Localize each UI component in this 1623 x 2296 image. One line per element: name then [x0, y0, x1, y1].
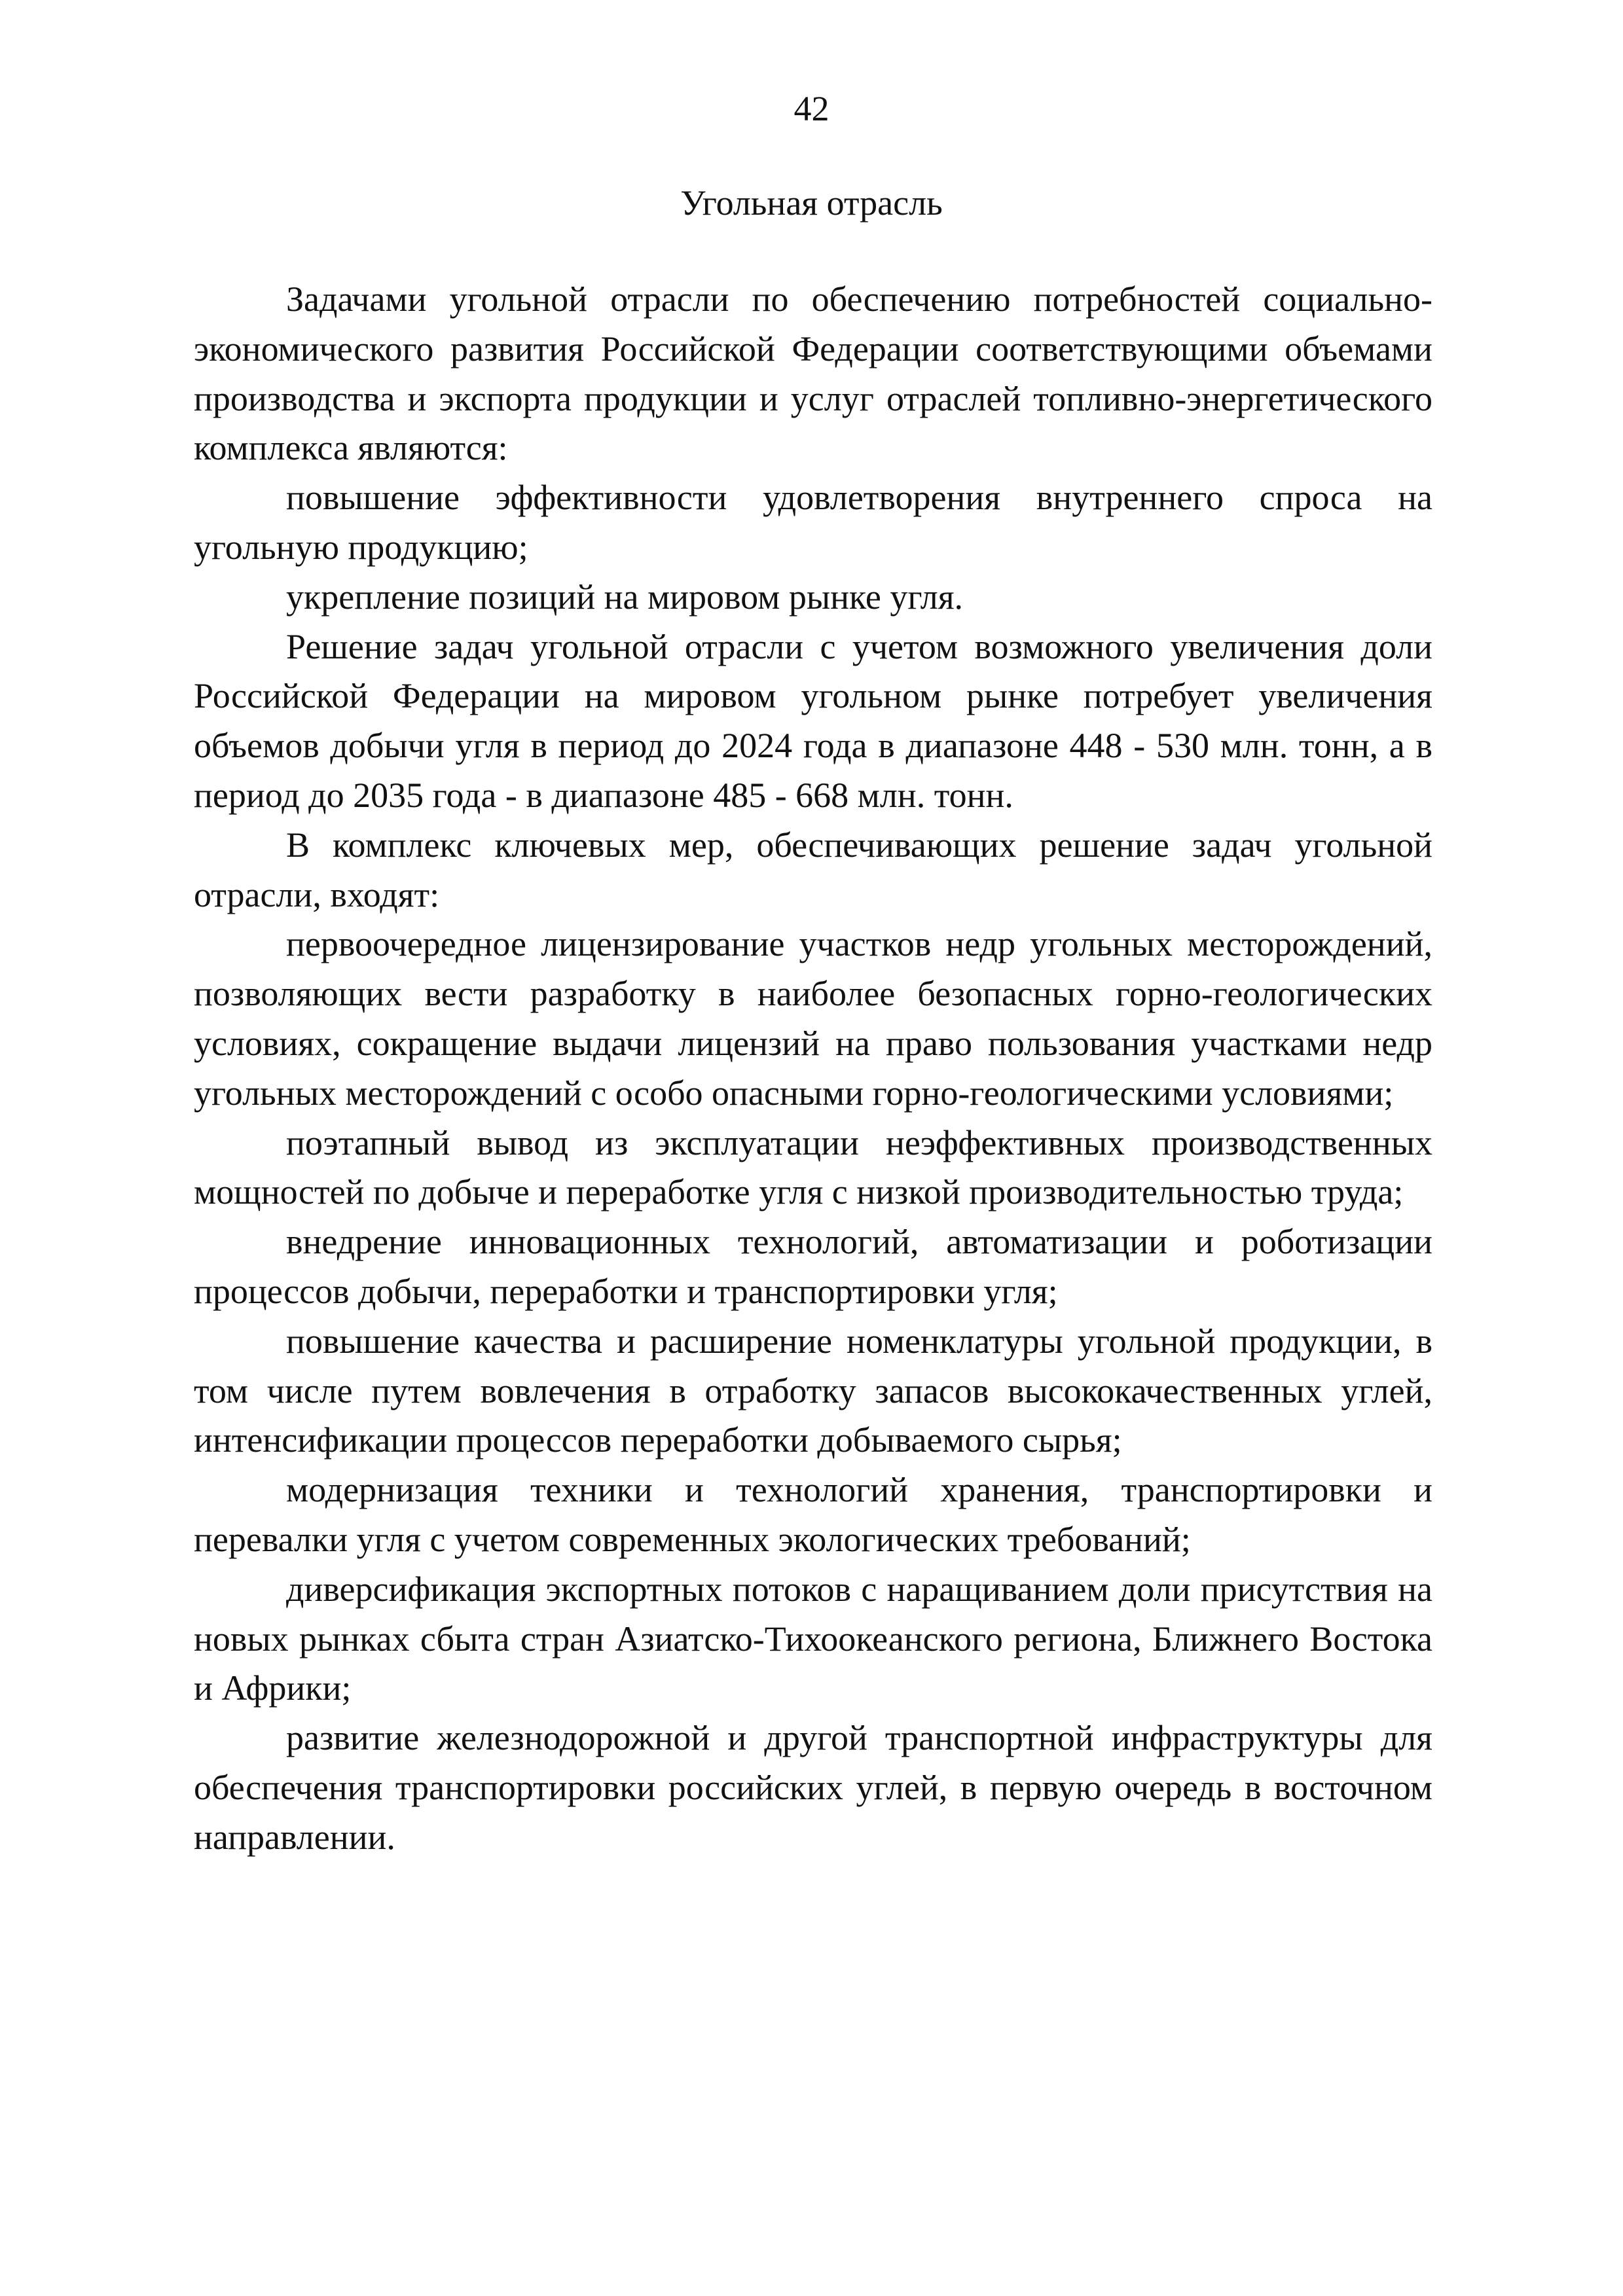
- paragraph-key-measures: В комплекс ключевых мер, обеспечивающих решение задач угольной отрасли, входят:: [194, 825, 1432, 914]
- paragraph-measure-modernization: модернизация техники и технологий хранения, транспортировки и перевалки угля с учетом современных экологических требований;: [194, 1470, 1432, 1559]
- paragraph-task-2: укрепление позиций на мировом рынке угля.: [286, 577, 964, 617]
- paragraph-measure-innovation: внедрение инновационных технологий, автоматизации и роботизации процессов добычи, переработки и транспортировки угля;: [194, 1222, 1432, 1311]
- body-text: [194, 275, 1432, 1863]
- paragraph-measure-quality: повышение качества и расширение номенклатуры угольной продукции, в том числе путем вовлечения в отработку запасов высококачественных углей, интенсификации процессов переработки добываемого сырья;: [194, 1321, 1432, 1460]
- paragraph-intro: Задачами угольной отрасли по обеспечению потребностей социально-экономического развития Российской Федерации соответствующими объемами производства и экспорта продукции и услуг отраслей топливно-энергетического комплекса являются:: [194, 279, 1432, 468]
- paragraph-measure-diversification: диверсификация экспортных потоков с наращиванием доли присутствия на новых рынках сбыта стран Азиатско-Тихоокеанского региона, Ближнего Востока и Африки;: [194, 1569, 1432, 1708]
- paragraph-production-volumes: Решение задач угольной отрасли с учетом возможного увеличения доли Российской Федерации на мировом угольном рынке потребует увеличения объемов добычи угля в период до 2024 года в диапазоне 448 - 530 млн. тонн, а в период до 2035 года - в диапазоне 485 - 668 млн. тонн.: [194, 626, 1432, 815]
- section-title: Угольная отрасль: [680, 183, 943, 223]
- paragraph-measure-infrastructure: развитие железнодорожной и другой транспортной инфраструктуры для обеспечения транспортировки российских углей, в первую очередь в восточном направлении.: [194, 1718, 1432, 1857]
- paragraph-measure-licensing: первоочередное лицензирование участков недр угольных месторождений, позволяющих вести разработку в наиболее безопасных горно-геологических условиях, сокращение выдачи лицензий на право пользования участками недр угольных месторождений с особо опасными горно-геологическими условиями;: [194, 924, 1432, 1113]
- page-number: 42: [793, 89, 830, 128]
- paragraph-measure-decommissioning: поэтапный вывод из эксплуатации неэффективных производственных мощностей по добыче и переработке угля с низкой производительностью труда;: [194, 1122, 1432, 1212]
- paragraph-task-1: повышение эффективности удовлетворения внутреннего спроса на угольную продукцию;: [194, 478, 1432, 567]
